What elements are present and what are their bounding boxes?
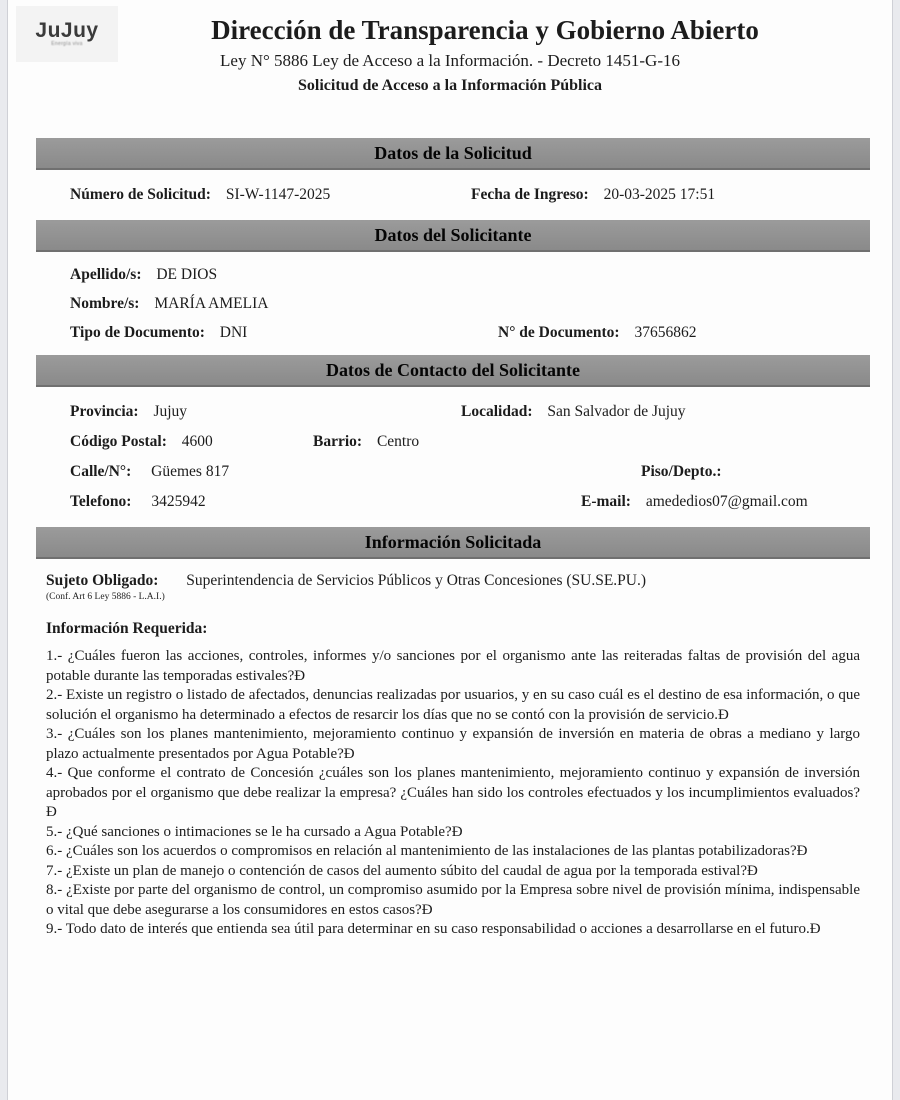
field-value: 20-03-2025 17:51 xyxy=(603,186,716,203)
field-value: Superintendencia de Servicios Públicos y Otras Concesiones (SU.SE.PU.) xyxy=(186,572,647,589)
field-label: Sujeto Obligado: xyxy=(46,572,159,589)
requested-items-list xyxy=(46,647,860,940)
field-value: San Salvador de Jujuy xyxy=(547,403,686,420)
section-header-informacion-solicitada: Información Solicitada xyxy=(36,527,870,559)
document-header xyxy=(8,0,892,114)
field-value: SI-W-1147-2025 xyxy=(225,186,331,203)
field-value: DNI xyxy=(219,323,248,341)
form-title: Solicitud de Acceso a la Información Pública xyxy=(298,77,602,94)
field-row xyxy=(36,289,870,318)
section-datos-solicitud xyxy=(36,170,870,220)
info-item-4: 4.- Que conforme el contrato de Concesión ¿cuáles son los planes mantenimiento, mejoramiento continuo y expansión de inversión aprobados por el organismo que debe realizar la empresa? ¿Cuáles han sido los controles efectuados y los incumplimientos evaluados?Đ xyxy=(46,765,860,820)
field-telefono xyxy=(70,493,206,511)
field-label: Número de Solicitud: xyxy=(70,186,211,203)
page-title: Dirección de Transparencia y Gobierno Abierto xyxy=(211,15,759,45)
field-label: Barrio: xyxy=(313,433,363,450)
field-label: Telefono: xyxy=(70,493,132,510)
section-header-datos-solicitud: Datos de la Solicitud xyxy=(36,138,870,170)
info-item-7: 7.- ¿Existe un plan de manejo o contención de casos del aumento súbito del caudal de agua por la temporada estival?Đ xyxy=(46,862,758,879)
section-header-datos-solicitante: Datos del Solicitante xyxy=(36,220,870,252)
field-value: Güemes 817 xyxy=(151,463,230,480)
field-codigo-postal xyxy=(70,433,213,451)
field-label: Provincia: xyxy=(70,403,139,420)
field-label: E-mail: xyxy=(581,493,631,510)
jujuy-logo-tagline: Energía viva xyxy=(51,40,83,47)
field-email xyxy=(581,493,808,511)
field-barrio xyxy=(313,433,419,451)
field-label: Código Postal: xyxy=(70,433,167,450)
field-row xyxy=(36,487,870,517)
field-nombre xyxy=(70,295,268,313)
document-page xyxy=(7,0,893,1100)
info-item-2: 2.- Existe un registro o listado de afectados, denuncias realizadas por usuarios, y en su caso cuál es el destino de esa información, o que solución el organismo ha determinado a efectos de resarcir los días que no se contó con la provisión de servicio.Đ xyxy=(46,687,860,723)
field-label: N° de Documento: xyxy=(498,323,620,341)
field-value: amededios07@gmail.com xyxy=(645,493,808,510)
field-piso-depto xyxy=(641,463,733,481)
field-row xyxy=(36,318,870,347)
field-fecha-ingreso xyxy=(471,186,715,204)
field-value: 4600 xyxy=(181,433,213,450)
field-provincia xyxy=(70,403,187,421)
field-tipo-documento xyxy=(70,324,247,342)
section-datos-contacto xyxy=(36,387,870,527)
field-row xyxy=(36,397,870,427)
info-item-6: 6.- ¿Cuáles son los acuerdos o compromisos en relación al mantenimiento de las instalaciones de las plantas potabilizadoras?Đ xyxy=(46,843,808,859)
field-value: Centro xyxy=(376,433,420,450)
field-apellido xyxy=(70,266,217,284)
section-datos-solicitante xyxy=(36,252,870,355)
field-label: Tipo de Documento: xyxy=(70,323,205,341)
jujuy-logo-text: JuJuy xyxy=(35,18,99,42)
field-label: Piso/Depto.: xyxy=(641,463,722,480)
field-row xyxy=(36,427,870,457)
info-item-8: 8.- ¿Existe por parte del organismo de control, un compromiso asumido por la Empresa sobre nivel de provisión mínima, indispensable o vital que debe asegurarse a los consumidores en estos casos?Đ xyxy=(46,882,860,918)
info-item-5: 5.- ¿Qué sanciones o intimaciones se le ha cursado a Agua Potable?Đ xyxy=(46,823,463,840)
informacion-requerida-heading: Información Requerida: xyxy=(46,620,208,637)
field-value: 37656862 xyxy=(634,323,697,341)
field-row xyxy=(36,457,870,487)
field-label: Localidad: xyxy=(461,403,533,420)
field-calle xyxy=(70,463,229,481)
field-label: Nombre/s: xyxy=(70,294,140,312)
law-subtitle: Ley N° 5886 Ley de Acceso a la Información. - Decreto 1451-G-16 xyxy=(220,51,680,70)
field-nro-documento xyxy=(498,324,696,342)
info-item-9: 9.- Todo dato de interés que entienda sea útil para determinar en su caso responsabilidad o acciones a desarrollarse en el futuro.Đ xyxy=(46,921,821,937)
info-item-1: 1.- ¿Cuáles fueron las acciones, controles, informes y/o sanciones por el organismo ante las reiteradas faltas de provisión del agua potable durante las temporadas estivales?Đ xyxy=(46,648,860,684)
field-sujeto-obligado xyxy=(46,571,860,591)
field-localidad xyxy=(461,403,686,421)
section-informacion-solicitada xyxy=(36,559,870,940)
document-body xyxy=(36,138,870,940)
section-header-datos-contacto: Datos de Contacto del Solicitante xyxy=(36,355,870,387)
info-item-3: 3.- ¿Cuáles son los planes mantenimiento, mejoramiento continuo y expansión de inversión en materia de obras a mediano y largo plazo actualmente presentados por Agua Potable?Đ xyxy=(46,726,860,762)
field-value: Jujuy xyxy=(153,403,188,420)
field-label: Apellido/s: xyxy=(70,265,142,283)
field-numero-solicitud xyxy=(70,186,330,204)
field-label: Calle/N°: xyxy=(70,463,132,480)
field-row xyxy=(36,180,870,210)
field-value: 3425942 xyxy=(151,493,206,510)
jujuy-logo xyxy=(16,6,118,62)
field-row xyxy=(36,260,870,289)
field-value: DE DIOS xyxy=(156,265,218,283)
field-label: Fecha de Ingreso: xyxy=(471,186,589,203)
conf-note: (Conf. Art 6 Ley 5886 - L.A.I.) xyxy=(46,592,165,602)
field-value: MARÍA AMELIA xyxy=(154,294,269,312)
